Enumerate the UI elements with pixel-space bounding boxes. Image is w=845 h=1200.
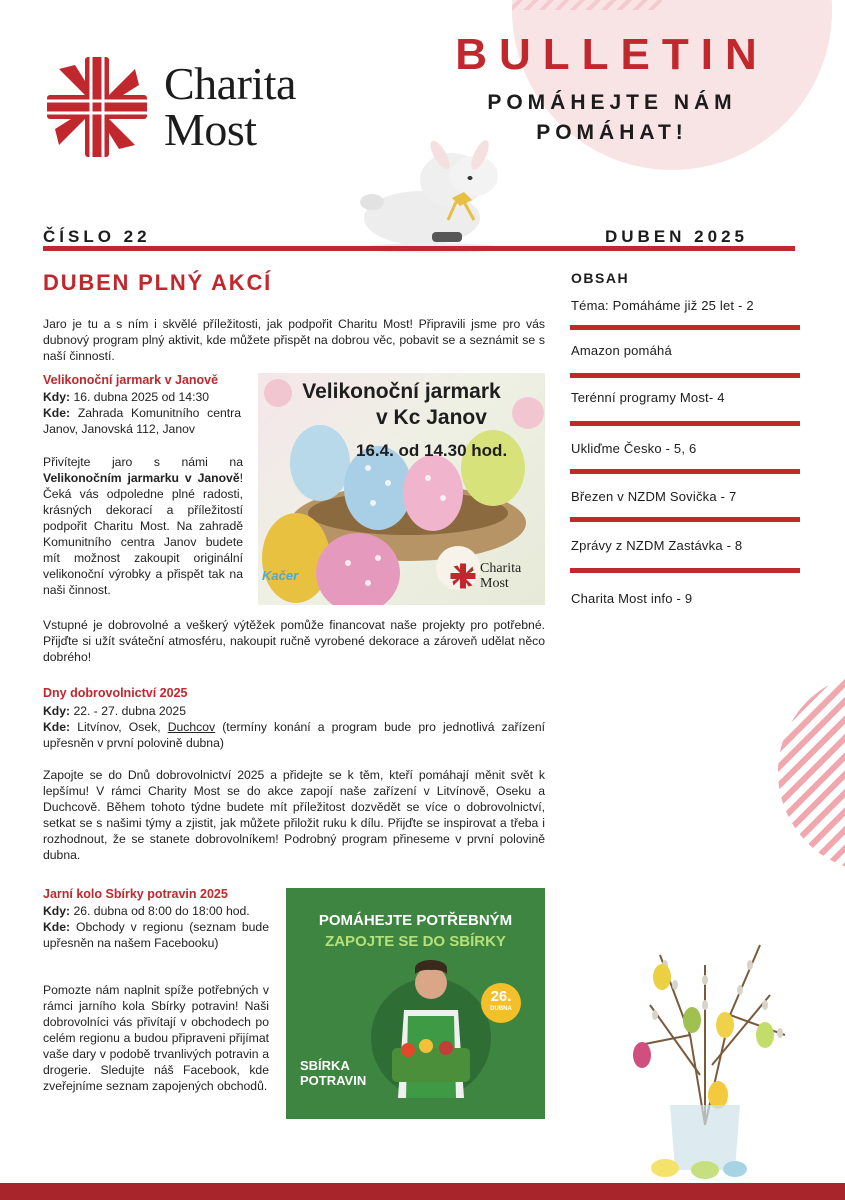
dny-when: [43, 703, 545, 719]
sbirka-body: Pomozte nám naplnit spíže potřebných v rámci jarního kola Sbírky potravin! Naši dobrovolníci vás přivítají v obchodech po celém regionu a budou připraveni přijímat vaše dary v podobě trvanlivých potravin a drogerie. Sledujte náš Facebook, kde zveřejníme seznam zapojených obchodů.: [43, 983, 269, 1093]
where-label: Kde:: [43, 406, 71, 420]
issue-number: ČÍSLO 22: [43, 227, 151, 246]
toc-divider: [570, 421, 800, 426]
jarmark-desc-bold: Velikonočním jarmarku v Janově: [43, 471, 240, 485]
toc-divider: [570, 469, 800, 474]
toc-title: OBSAH: [571, 270, 630, 286]
jarmark-when-value: 16. dubna 2025 od 14:30: [70, 390, 210, 404]
toc-item-info[interactable]: Charita Most info - 9: [571, 591, 693, 606]
kacer-logo: Kačer: [262, 568, 299, 583]
jarmark-desc-post: ! Čeká vás odpoledne plné radosti, krásných dekorací a příležitostí podpořit Charitu Most. Na zahradě Komunitního centra Janov budete mít možnost zakoupit originální velikonoční výrobky a přispět tak na naši činnost.: [43, 471, 243, 597]
where-label: Kde:: [43, 720, 71, 734]
jarmark-desc-pre: Přivítejte jaro s námi na: [43, 455, 243, 469]
toc-item-sovicka[interactable]: Březen v NZDM Sovička - 7: [571, 489, 737, 504]
jarmark-after-paragraph: Vstupné je dobrovolné a veškerý výtěžek pomůže financovat naše projekty pro potřebné. Přijďte si užít sváteční atmosféru, nakoupit ručně vyrobené dekorace a zároveň udělat něco dobrého!: [43, 618, 545, 664]
jarmark-title: Velikonoční jarmark v Janově: [43, 373, 219, 387]
sbirka-where: [43, 919, 269, 951]
easter-tree-illustration: [620, 925, 790, 1180]
toc-item-terenni[interactable]: Terénní programy Most- 4: [571, 390, 725, 405]
sbirka-date-badge: [481, 983, 521, 1023]
jarmark-poster-title: [258, 379, 545, 431]
duchcov-link[interactable]: Duchcov: [167, 720, 216, 734]
easter-lamb-illustration: [352, 140, 512, 255]
jarmark-when: [43, 389, 243, 405]
toc-divider: [570, 373, 800, 378]
sbirka-when: [43, 903, 273, 919]
dny-when-value: 22. - 27. dubna 2025: [70, 704, 186, 718]
dny-where-pre: Litvínov, Osek,: [70, 720, 168, 734]
intro-paragraph: Jaro je tu a s ním i skvělé příležitosti, jak podpořit Charitu Most! Připravili jsme pro vás dubnový program plný aktivit, kde můžete přispět na dobrou věc, pobavit se a seznámit se s naší činností.: [43, 317, 545, 363]
toc-item-uklidme[interactable]: Ukliďme Česko - 5, 6: [571, 441, 697, 456]
sbirka-title: Jarní kolo Sbírky potravin 2025: [43, 887, 228, 901]
dny-title: Dny dobrovolnictví 2025: [43, 686, 188, 700]
decorative-striped-circle: [778, 672, 845, 872]
poster-brand-line2: Most: [480, 576, 509, 591]
bulletin-title: BULLETIN: [455, 30, 769, 79]
badge-month: DUBNA: [490, 1006, 512, 1012]
when-label: Kdy:: [43, 704, 71, 718]
sbirka-poster: [286, 888, 545, 1119]
sbirka-poster-line1: POMÁHEJTE POTŘEBNÝM: [318, 912, 513, 929]
footer-bar: [0, 1183, 845, 1200]
poster-brand-line1: Charita: [480, 561, 522, 576]
jarmark-poster: [258, 373, 545, 605]
toc-item-amazon[interactable]: Amazon pomáhá: [571, 343, 672, 358]
slogan-line1: POMÁHEJTE NÁM: [487, 91, 737, 114]
jarmark-description: [43, 454, 243, 598]
header-divider: [43, 246, 795, 251]
sbirka-logo-line1: SBÍRKA: [300, 1058, 350, 1073]
sbirka-potravin-logo: [300, 1058, 366, 1088]
jarmark-where-value: Zahrada Komunitního centra Janov, Janovská 112, Janov: [43, 406, 241, 436]
charita-cross-icon: [45, 55, 149, 159]
issue-date: DUBEN 2025: [605, 227, 748, 246]
when-label: Kdy:: [43, 390, 71, 404]
where-label: Kde:: [43, 920, 71, 934]
jarmark-poster-date: 16.4. od 14.30 hod.: [356, 441, 508, 460]
sbirka-poster-line2: ZAPOJTE SE DO SBÍRKY: [325, 933, 506, 950]
badge-day: 26.: [490, 988, 512, 1005]
toc-item-tema[interactable]: Téma: Pomáháme již 25 let - 2: [571, 298, 754, 313]
dny-where-post: (termíny konání a program bude pro jednotlivá zařízení upřesněn v první polovině dubna): [43, 720, 545, 750]
slogan-line2: POMÁHAT!: [536, 121, 688, 144]
sbirka-where-value: Obchody v regionu (seznam bude upřesněn na našem Facebooku): [43, 920, 269, 950]
sbirka-logo-line2: POTRAVIN: [300, 1073, 367, 1088]
dny-body: Zapojte se do Dnů dobrovolnictví 2025 a přidejte se k těm, kteří pomáhají měnit svět k lepšímu! V rámci Charity Most se do akce zapojí naše zařízení v Litvínově, Oseku a Duchcově. Během tohoto týdne budete mít příležitost dozvědět se více o dobrovolnictví, setkat se s našimi týmy a zjistit, jak můžete přiložit ruku k dílu. Přijďte se inspirovat a třeba i rozhodnout, že se stanete dobrovolníkem! Podrobný program přineseme v první polovině dubna.: [43, 768, 545, 862]
section-title: DUBEN PLNÝ AKCÍ: [43, 270, 273, 295]
toc-divider: [570, 325, 800, 330]
jarmark-where: [43, 405, 241, 437]
poster-brand: [480, 561, 521, 591]
brand-name-line2: Most: [164, 104, 257, 155]
toc-divider: [570, 517, 800, 522]
poster-title-line2: v Kc Janov: [376, 406, 487, 429]
charita-cross-icon: [450, 563, 476, 589]
toc-divider: [570, 568, 800, 573]
dny-where: [43, 719, 545, 751]
sbirka-when-value: 26. dubna od 8:00 do 18:00 hod.: [70, 904, 250, 918]
slogan: [432, 88, 792, 148]
charita-logo: [45, 55, 296, 159]
toc-item-zastavka[interactable]: Zprávy z NZDM Zastávka - 8: [571, 538, 743, 553]
brand-name-line1: Charita: [164, 58, 296, 109]
when-label: Kdy:: [43, 904, 71, 918]
poster-title-line1: Velikonoční jarmark: [302, 380, 501, 403]
